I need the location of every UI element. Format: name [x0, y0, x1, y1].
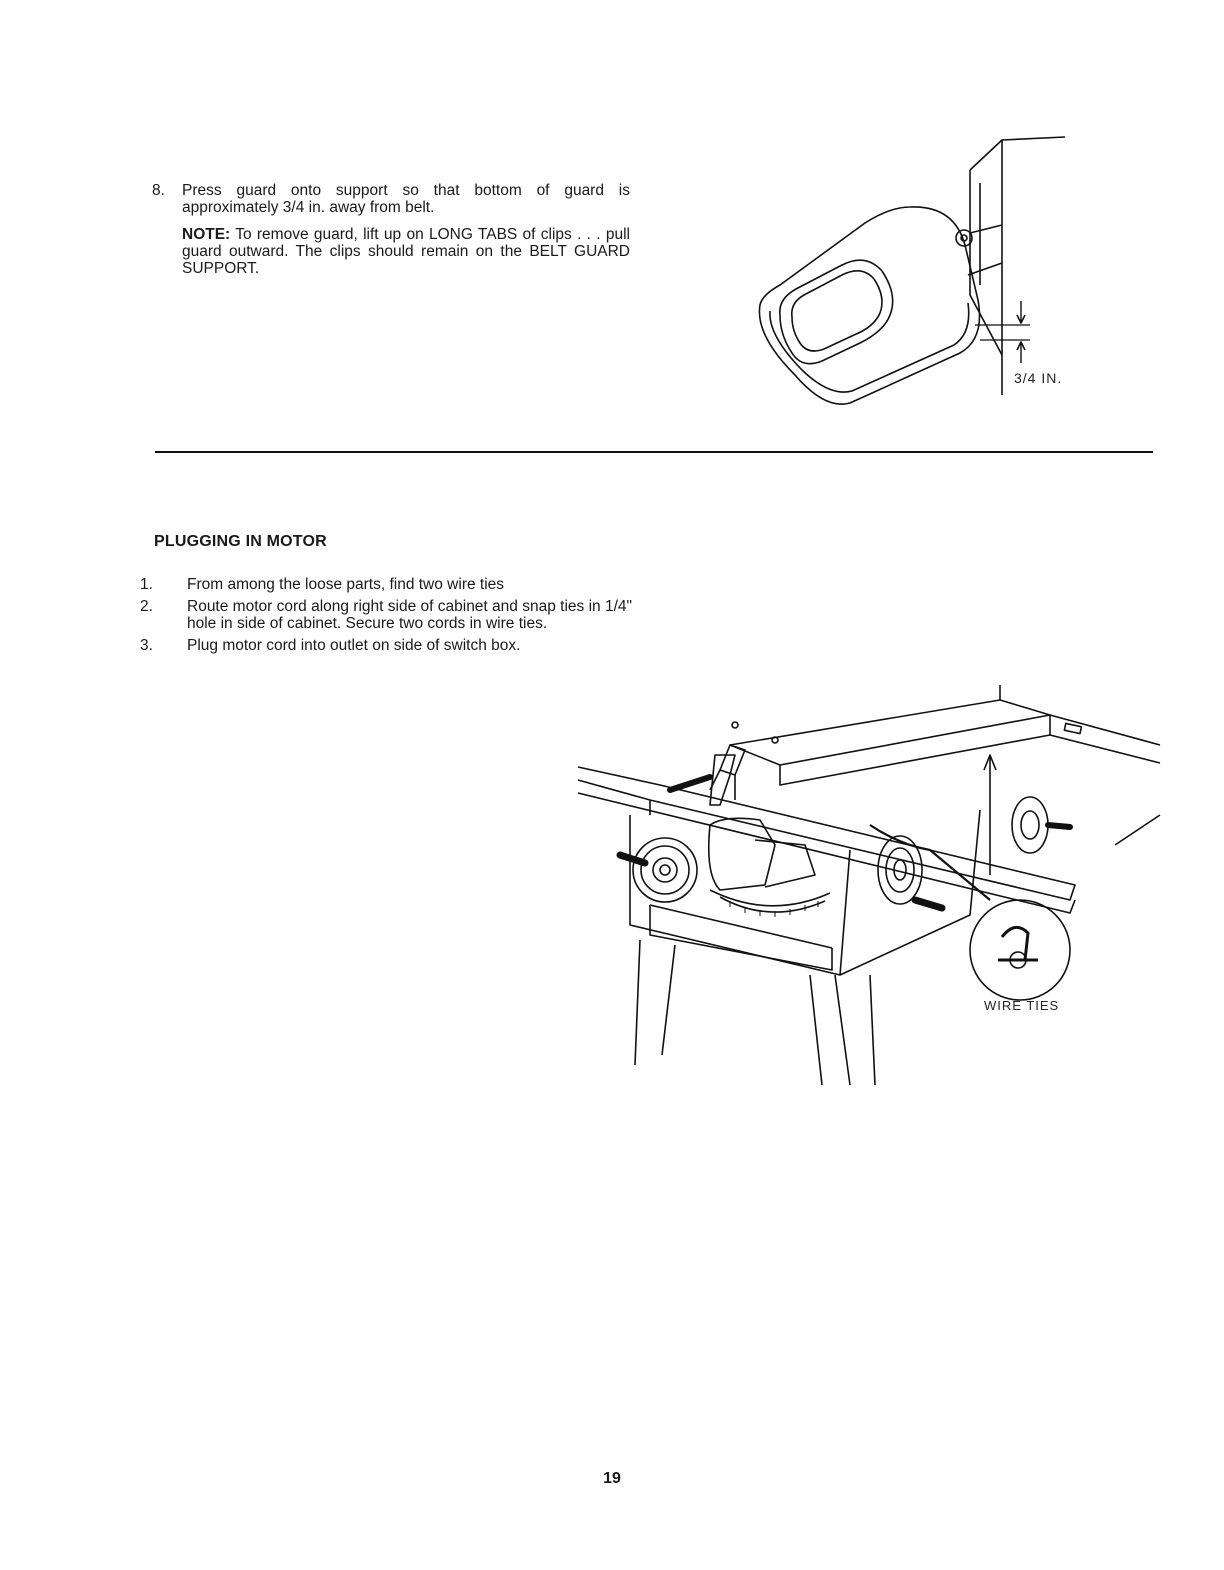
- step-8: [152, 182, 630, 277]
- step-number: 2.: [140, 598, 153, 615]
- note-text: To remove guard, lift up on LONG TABS of clips . . . pull guard outward. The clips should remain on the BELT GUARD SUPPORT.: [182, 226, 630, 277]
- note-label: NOTE:: [182, 226, 231, 243]
- page-number: 19: [603, 1470, 621, 1487]
- section-heading: PLUGGING IN MOTOR: [154, 533, 327, 550]
- step-number: 3.: [140, 637, 153, 654]
- list-item: [140, 637, 632, 654]
- steps-list: [140, 576, 632, 659]
- note: [182, 226, 630, 277]
- belt-guard-illustration: [740, 125, 1100, 425]
- callout-label: WIRE TIES: [984, 998, 1060, 1013]
- step-text: From among the loose parts, find two wire ties: [187, 576, 505, 593]
- step-text: Route motor cord along right side of cabinet and snap ties in 1/4" hole in side of cabinet. Secure two cords in wire ties.: [187, 598, 632, 632]
- step-number: 1.: [140, 576, 153, 593]
- list-item: [140, 598, 632, 632]
- table-saw-illustration: [570, 675, 1170, 1095]
- step-8-text: Press guard onto support so that bottom of guard is approximately 3/4 in. away from belt.: [182, 182, 630, 216]
- step-8-number: 8.: [152, 182, 165, 199]
- dimension-label: 3/4 IN.: [1014, 370, 1063, 386]
- step-text: Plug motor cord into outlet on side of switch box.: [187, 637, 521, 654]
- section-divider: [155, 451, 1153, 453]
- list-item: [140, 576, 632, 593]
